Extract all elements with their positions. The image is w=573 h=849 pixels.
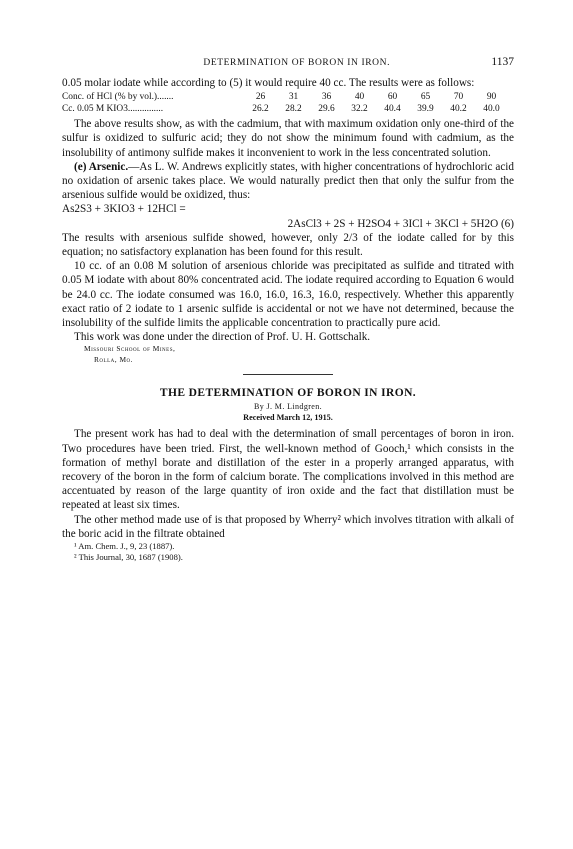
article-title: THE DETERMINATION OF BORON IN IRON. <box>159 387 417 400</box>
table-cell: 40.2 <box>450 104 467 115</box>
paragraph-6: This work was done under the direction of Prof. U. H. Gottschalk. <box>74 331 371 344</box>
arsenic-heading: (e) Arsenic. <box>74 160 129 173</box>
table-cell: 36 <box>321 92 332 103</box>
page-number: 1137 <box>491 56 514 68</box>
table-row-label: Cc. 0.05 M KIO3............... <box>62 104 164 115</box>
paragraph-3-text: —As L. W. Andrews explicitly states, with higher concentrations of hydrochloric acid no oxidation of arsenic takes place. We would naturally predict then that only the sulfur from the arsenious sulfide would be oxidized, thus: <box>62 160 514 202</box>
table-cell: 70 <box>453 92 464 103</box>
section-divider <box>243 374 333 375</box>
table-cell: 29.6 <box>318 104 335 115</box>
table-cell: 40.4 <box>384 104 401 115</box>
results-table <box>62 91 508 115</box>
page <box>62 56 514 563</box>
table-row <box>62 91 508 103</box>
table-cell: 39.9 <box>417 104 434 115</box>
table-cell: 90 <box>486 92 497 103</box>
equation-line-1: As2S3 + 3KIO3 + 12HCl = <box>62 203 186 216</box>
affiliation-location: Rolla, Mo. <box>94 354 133 364</box>
paragraph-4: The results with arsenious sulfide showed, however, only 2/3 of the iodate called for by this equation; no satisfactory explanation has been found for this result. <box>62 231 514 259</box>
table-cell: 26 <box>255 92 266 103</box>
paragraph-2: The above results show, as with the cadmium, that with maximum oxidation only one-third of the sulfur is oxidized to sulfuric acid; they do not show the minimum found with cadmium, as the insolubility of antimony sulfide makes it inconvenient to work in the less concentrated solution. <box>62 118 514 159</box>
table-cell: 26.2 <box>252 104 269 115</box>
equation-line-2: 2AsCl3 + 2S + H2SO4 + 3ICl + 3KCl + 5H2O (6) <box>287 217 514 230</box>
table-row-label: Conc. of HCl (% by vol.)....... <box>62 92 174 103</box>
paragraph-7: The present work has had to deal with the determination of small percentages of boron in iron. Two procedures have been tried. First, the well-known method of Gooch,¹ which consists in the formation of methyl borate and distillation of the ester in a properly arranged apparatus, with recovery of the boron in the form of calcium borate. The complications involved in this method are accentuated by reason of the large quantity of iron oxide and the fact that distillation must be repeated at least six times. <box>62 428 514 512</box>
table-cell: 32.2 <box>351 104 368 115</box>
table-cell: 40 <box>354 92 365 103</box>
table-row <box>62 103 508 115</box>
affiliation-school: Missouri School of Mines, <box>84 344 176 354</box>
article-byline: By J. M. Lindgren. <box>253 402 323 412</box>
received-date: Received March 12, 1915. <box>243 413 333 423</box>
paragraph-8: The other method made use of is that proposed by Wherry² which involves titration with alkali of the boric acid in the filtrate obtained <box>62 513 514 540</box>
table-cell: 65 <box>420 92 431 103</box>
table-cell: 60 <box>387 92 398 103</box>
table-cell: 31 <box>288 92 299 103</box>
paragraph-5: 10 cc. of an 0.08 M solution of arsenious chloride was precipitated as sulfide and titrated with 0.05 M iodate with about 80% concentrated acid. The iodate required according to Equation 6 would be 24.0 cc. The iodate consumed was 16.0, 16.0, 16.3, 16.0, respectively. Whether this apparently exact ratio of 2 iodate to 1 arsenic sulfide is accidental or not we have not determined, because the insolubility of the sulfide limits the applicable concentration to practically pure acid. <box>62 260 514 330</box>
running-header <box>62 56 514 68</box>
footnote-2: ² This Journal, 30, 1687 (1908). <box>74 552 183 563</box>
paragraph-3 <box>62 160 514 203</box>
running-title: DETERMINATION OF BORON IN IRON. <box>203 58 391 68</box>
paragraph-1: 0.05 molar iodate while according to (5) it would require 40 cc. The results were as follows: <box>62 77 475 89</box>
footnote-1: ¹ Am. Chem. J., 9, 23 (1887). <box>74 541 175 552</box>
table-cell: 40.0 <box>483 104 500 115</box>
table-cell: 28.2 <box>285 104 302 115</box>
